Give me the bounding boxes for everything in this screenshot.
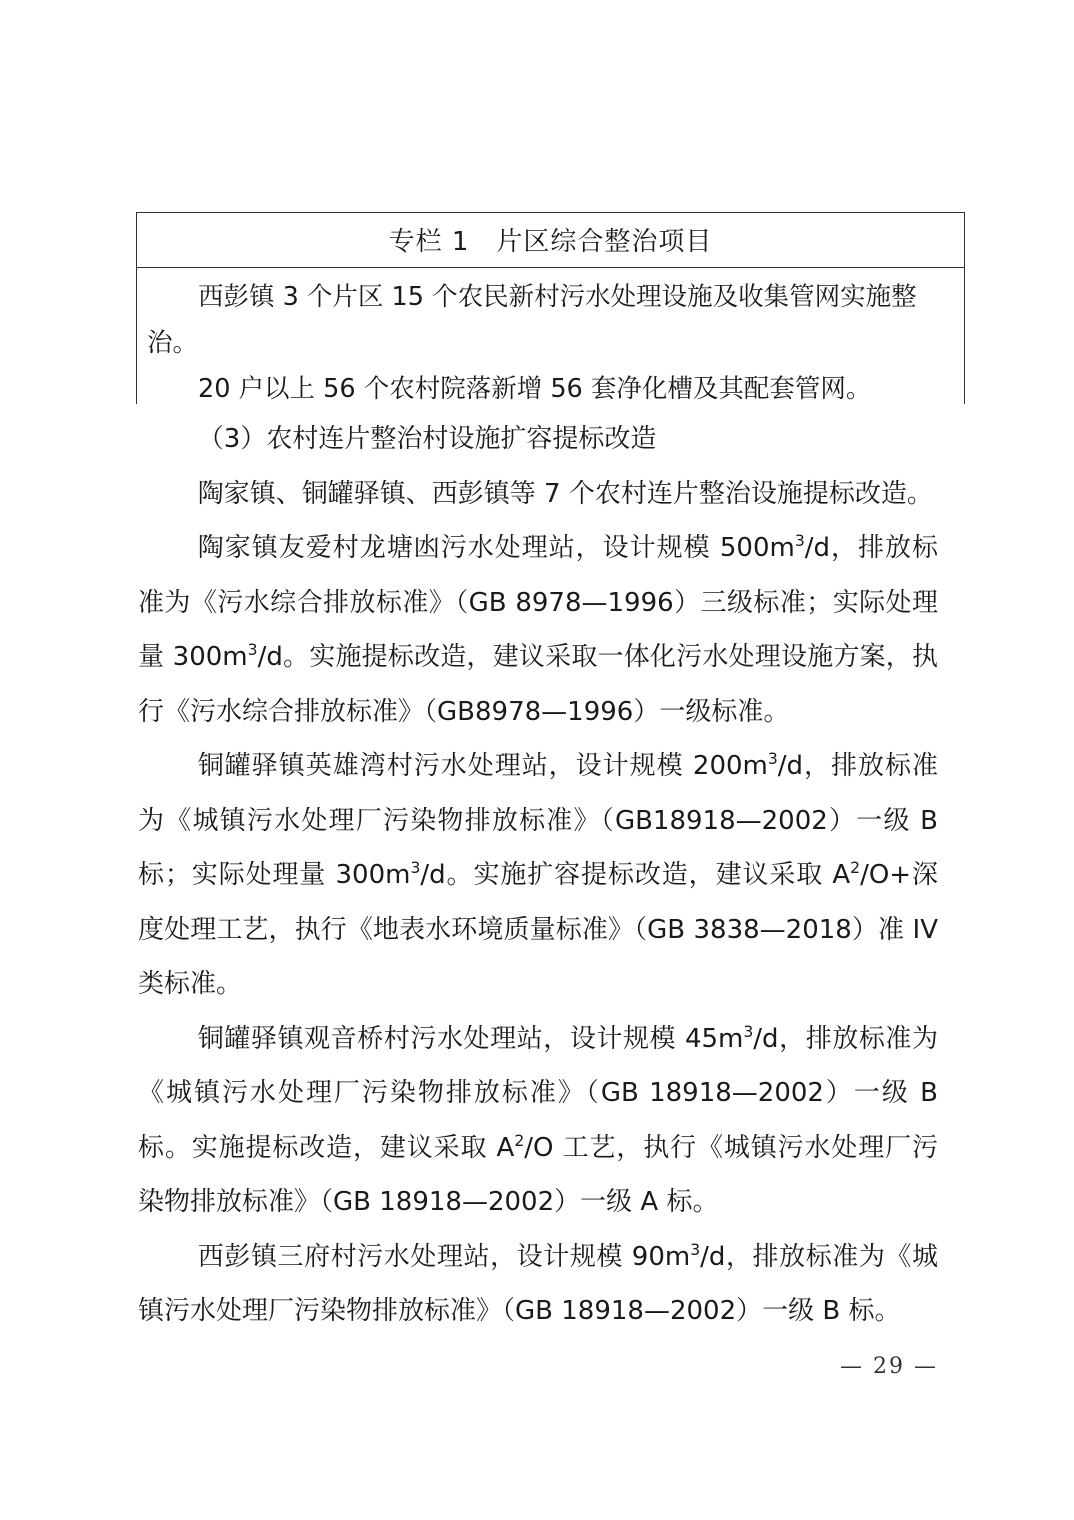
- column-item: 西彭镇 3 个片区 15 个农民新村污水处理设施及收集管网实施整治。: [147, 282, 917, 358]
- section-heading: （3）农村连片整治村设施扩容提标改造: [197, 424, 657, 454]
- column-item: 20 户以上 56 个农村院落新增 56 套净化槽及其配套管网。: [198, 374, 872, 404]
- paragraph-guanyinqiao: 铜罐驿镇观音桥村污水处理站，设计规模 $45m^3/d$，排放标准为《城镇污水处理厂污染物排放标准》（GB 18918—2002）一级 B 标。实施提标改造，建议采取 $A^2/O$ 工艺，执行《城镇污水处理厂污染物排放标准》（GB 18918—2002）一级 A 标。: [138, 1022, 938, 1217]
- column-box: [136, 212, 965, 404]
- column-body: [137, 268, 964, 412]
- paragraph-sanfu: 西彭镇三府村污水处理站，设计规模 $90m^3/d$，排放标准为《城镇污水处理厂污染物排放标准》（GB 18918—2002）一级 B 标。: [138, 1240, 938, 1326]
- paragraph-intro: 陶家镇、铜罐驿镇、西彭镇等 7 个农村连片整治设施提标改造。: [197, 478, 933, 509]
- paragraph-yingxiongwan: 铜罐驿镇英雄湾村污水处理站，设计规模 $200m^3/d$，排放标准为《城镇污水处理厂污染物排放标准》（GB18918—2002）一级 B 标；实际处理量 $300m^3/d$。实施扩容提标改造，建议采取 $A^2/O+$深度处理工艺，执行《地表水环境质量标准》（GB 3838—2018）准 IV 类标准。: [138, 749, 939, 999]
- paragraph-taojia: 陶家镇友爱村龙塘凼污水处理站，设计规模 $500m^3/d$，排放标准为《污水综合排放标准》（GB 8978—1996）三级标准；实际处理量 $300m^3/d$。实施提标改造，建议采取一体化污水处理设施方案，执行《污水综合排放标准》（GB8978—1996）一级标准。: [138, 531, 939, 727]
- page-number: — 29 —: [840, 1354, 938, 1379]
- body-text: [138, 412, 938, 1339]
- column-title: 专栏 1 片区综合整治项目: [137, 213, 964, 268]
